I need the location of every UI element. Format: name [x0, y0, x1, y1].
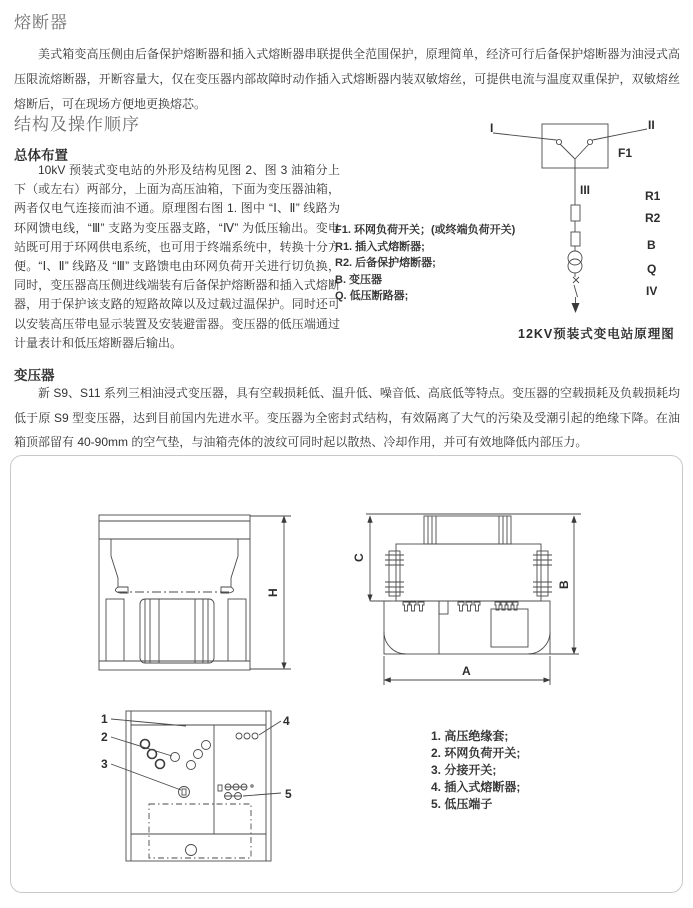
- circuit-caption: 12KV预装式变电站原理图: [518, 327, 675, 341]
- circuit-legend-item: Q. 低压断路器;: [335, 290, 409, 302]
- fuse-symbol-r2: [571, 232, 580, 246]
- figure-legend-item: 5. 低压端子: [431, 797, 493, 811]
- transformer-symbol: [568, 251, 582, 265]
- top-view: [101, 711, 292, 861]
- circuit-figure: [330, 110, 693, 355]
- figure-legend: [431, 728, 520, 813]
- label-R2: R2: [645, 211, 661, 225]
- lv-terminal-cluster: [218, 784, 253, 800]
- section-title-structure: 结构及操作顺序: [14, 115, 140, 134]
- figure-legend-item: 4. 插入式熔断器;: [431, 780, 521, 794]
- label-line-III: III: [580, 183, 591, 197]
- front-view: [99, 515, 291, 670]
- circuit-legend-item: R1. 插入式熔断器;: [335, 240, 425, 253]
- label-line-IV: IV: [646, 284, 658, 298]
- switch-contact-1: [556, 139, 561, 144]
- callout-2: 2: [101, 730, 108, 744]
- fuse-symbol-r1: [571, 205, 580, 221]
- figure-legend-item: 3. 分接开关;: [431, 763, 497, 777]
- overall-layout-paragraph: 10kV 预装式变电站的外形及结构见图 2、图 3 油箱分上下（或左右）两部分，上面为高压油箱，下面为变压器油箱，两者仅电气连接而油不通。原理图右图 1. 图中 “Ⅰ、Ⅱ” 线路为环网馈电线，“Ⅲ” 支路为变压器支路，“Ⅳ” 为低压输出。变电站既可用于环网供电系统，也可用于终端系统中，转换十分方便。“Ⅰ、Ⅱ” 线路及 “Ⅲ” 支路馈电由环网负荷开关进行切负换，同时，变压器高压侧进线端装有后备保护熔断器和插入式熔断器，用于保护该支路的短路故障以及过载过温保护。同时还可以安装高压带电显示装置及安装避雷器。变压器的低压端通过计量表计和低压熔断器后输出。: [14, 163, 340, 350]
- transformer-paragraph: 新 S9、S11 系列三相油浸式变压器，具有空载损耗低、温升低、噪音低、高底低等特点。变压器的空载损耗及负载损耗均低于原 S9 型变压器，达到目前国内先进水平。变压器为全密封式结构，有效隔离了大气的污染及受潮引起的绝缘下降。在油箱顶部留有 40-90mm 的空气垫，与油箱壳体的波纹可同时起以散热、冷却作用，并可有效地降低内部压力。: [14, 386, 680, 449]
- dim-label-B: B: [557, 580, 571, 589]
- breaker-symbol: [573, 273, 579, 303]
- section-title-transformer: 变压器: [14, 368, 55, 383]
- fuse-paragraph: 美式箱变高压侧由后备保护熔断器和插入式熔断器串联提供全范围保护，原理简单，经济可行后备保护熔断器为油浸式高压限流熔断器，开断容量大，仅在变压器内部故障时动作插入式熔断器内装双敏熔丝，可提供电流与温度双重保护，双敏熔丝熔断后，可在现场方便地更换熔芯。: [14, 47, 680, 111]
- transformer-symbol-2: [568, 259, 582, 273]
- dim-label-C: C: [352, 553, 366, 562]
- label-Q: Q: [647, 262, 657, 276]
- callout-4: 4: [283, 714, 290, 728]
- label-R1: R1: [645, 189, 661, 203]
- switch-contact-2: [587, 139, 592, 144]
- dim-label-A: A: [462, 664, 471, 678]
- circuit-legend-item: B. 变压器: [335, 273, 383, 286]
- output-arrow: [572, 303, 580, 313]
- callout-1: 1: [101, 712, 108, 726]
- circuit-legend: [335, 222, 565, 305]
- side-view: [352, 514, 581, 685]
- circuit-legend-item: F1. 环网负荷开关；(或终端负荷开关): [335, 224, 516, 236]
- switch-blades: [560, 144, 589, 159]
- label-line-II: II: [648, 118, 655, 132]
- label-line-I: I: [490, 121, 494, 135]
- feeder-line-2: [593, 129, 648, 140]
- label-F1: F1: [618, 146, 633, 160]
- lv-bushings: [403, 601, 518, 614]
- section-title-fuse: 熔断器: [14, 13, 68, 32]
- circuit-legend-item: R2. 后备保护熔断器;: [335, 257, 436, 269]
- figure-box: [10, 455, 683, 893]
- callout-3: 3: [101, 757, 108, 771]
- feeder-line-1: [493, 133, 557, 140]
- dim-label-H: H: [266, 588, 280, 597]
- label-B: B: [647, 238, 656, 252]
- heading-overall-layout: 总体布置: [14, 148, 68, 163]
- figure-legend-item: 2. 环网负荷开关;: [431, 746, 521, 760]
- transformer-drawings: [11, 456, 682, 892]
- figure-legend-item: 1. 高压绝缘套;: [431, 729, 509, 743]
- callout-5: 5: [285, 787, 292, 801]
